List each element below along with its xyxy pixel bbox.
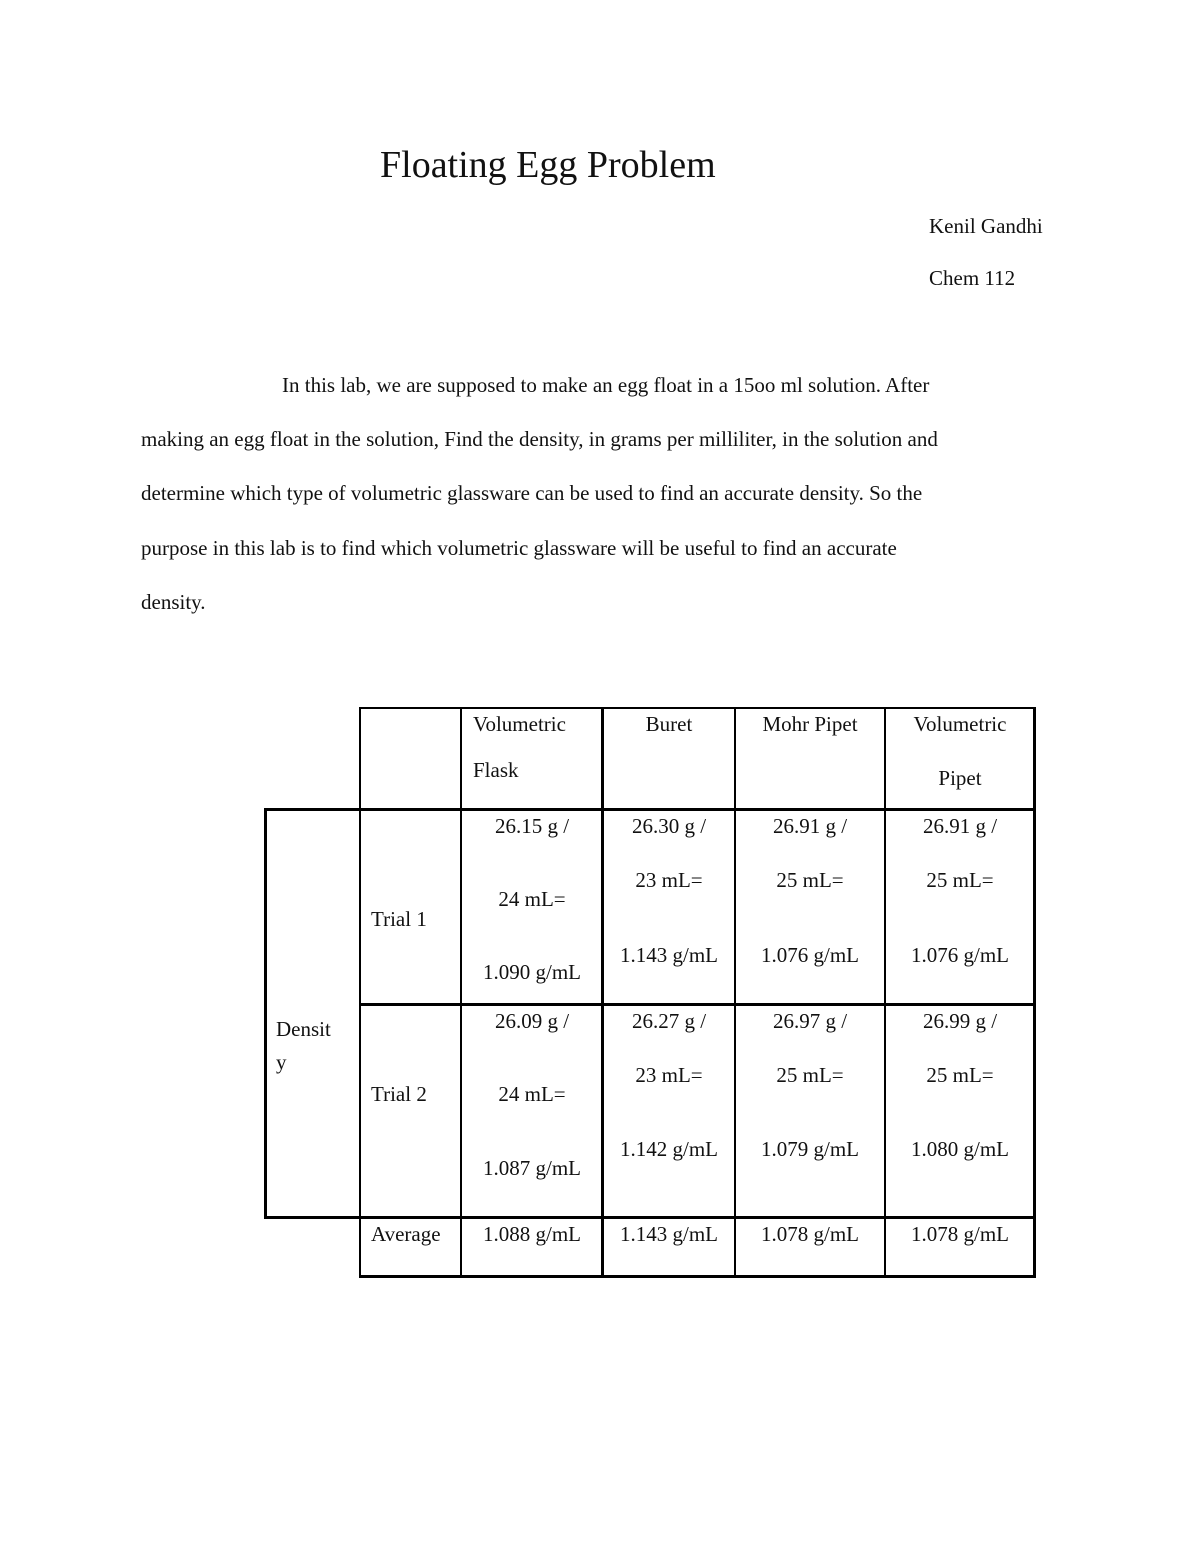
cell-value: 25 mL= [776, 1063, 844, 1087]
course-name: Chem 112 [929, 266, 1016, 290]
header-volumetric-flask-line2: Flask [473, 758, 519, 782]
header-buret: Buret [645, 712, 693, 736]
paragraph-line: purpose in this lab is to find which volumetric glassware will be useful to find an accurate [141, 536, 897, 560]
cell-value: 26.91 g / [772, 814, 848, 838]
average-value: 1.078 g/mL [761, 1222, 859, 1246]
header-mohr-pipet: Mohr Pipet [762, 712, 858, 736]
table-border [734, 707, 736, 1278]
table-border [359, 707, 361, 1278]
cell-value: 26.15 g / [494, 814, 570, 838]
table-border [264, 808, 1036, 811]
author-name: Kenil Gandhi [929, 214, 1043, 238]
table-border [460, 707, 462, 1278]
cell-value: 1.143 g/mL [620, 943, 718, 967]
group-label-line2: y [276, 1050, 287, 1074]
cell-value: 1.142 g/mL [620, 1137, 718, 1161]
header-volumetric-pipet-line2: Pipet [938, 766, 982, 790]
cell-value: 1.087 g/mL [483, 1156, 581, 1180]
header-volumetric-pipet-line1: Volumetric [913, 712, 1007, 736]
group-label-line1: Densit [276, 1017, 331, 1041]
paragraph-line: determine which type of volumetric glassware can be used to find an accurate density. So the [141, 481, 923, 505]
table-border [1033, 707, 1036, 1278]
cell-value: 25 mL= [926, 868, 994, 892]
cell-value: 26.97 g / [772, 1009, 848, 1033]
row-label: Trial 2 [371, 1082, 427, 1106]
cell-value: 24 mL= [498, 887, 566, 911]
average-label: Average [371, 1222, 441, 1246]
table-border [884, 707, 886, 1278]
cell-value: 23 mL= [635, 1063, 703, 1087]
table-border [264, 1216, 1036, 1219]
cell-value: 1.080 g/mL [911, 1137, 1009, 1161]
table-border [264, 808, 267, 1219]
cell-value: 25 mL= [926, 1063, 994, 1087]
average-value: 1.078 g/mL [911, 1222, 1009, 1246]
cell-value: 26.30 g / [631, 814, 707, 838]
average-value: 1.143 g/mL [620, 1222, 718, 1246]
cell-value: 23 mL= [635, 868, 703, 892]
cell-value: 26.91 g / [922, 814, 998, 838]
paragraph-line: density. [141, 590, 206, 614]
cell-value: 26.99 g / [922, 1009, 998, 1033]
table-border [601, 707, 604, 1278]
header-volumetric-flask-line1: Volumetric [473, 712, 566, 736]
cell-value: 26.09 g / [494, 1009, 570, 1033]
cell-value: 26.27 g / [631, 1009, 707, 1033]
cell-value: 1.076 g/mL [911, 943, 1009, 967]
page-title: Floating Egg Problem [380, 144, 716, 186]
cell-value: 25 mL= [776, 868, 844, 892]
average-value: 1.088 g/mL [483, 1222, 581, 1246]
paragraph-line: In this lab, we are supposed to make an egg float in a 15oo ml solution. After [282, 373, 930, 397]
cell-value: 24 mL= [498, 1082, 566, 1106]
cell-value: 1.076 g/mL [761, 943, 859, 967]
cell-value: 1.090 g/mL [483, 960, 581, 984]
paragraph-line: making an egg float in the solution, Find the density, in grams per milliliter, in the solution and [141, 427, 938, 451]
row-label: Trial 1 [371, 907, 427, 931]
cell-value: 1.079 g/mL [761, 1137, 859, 1161]
